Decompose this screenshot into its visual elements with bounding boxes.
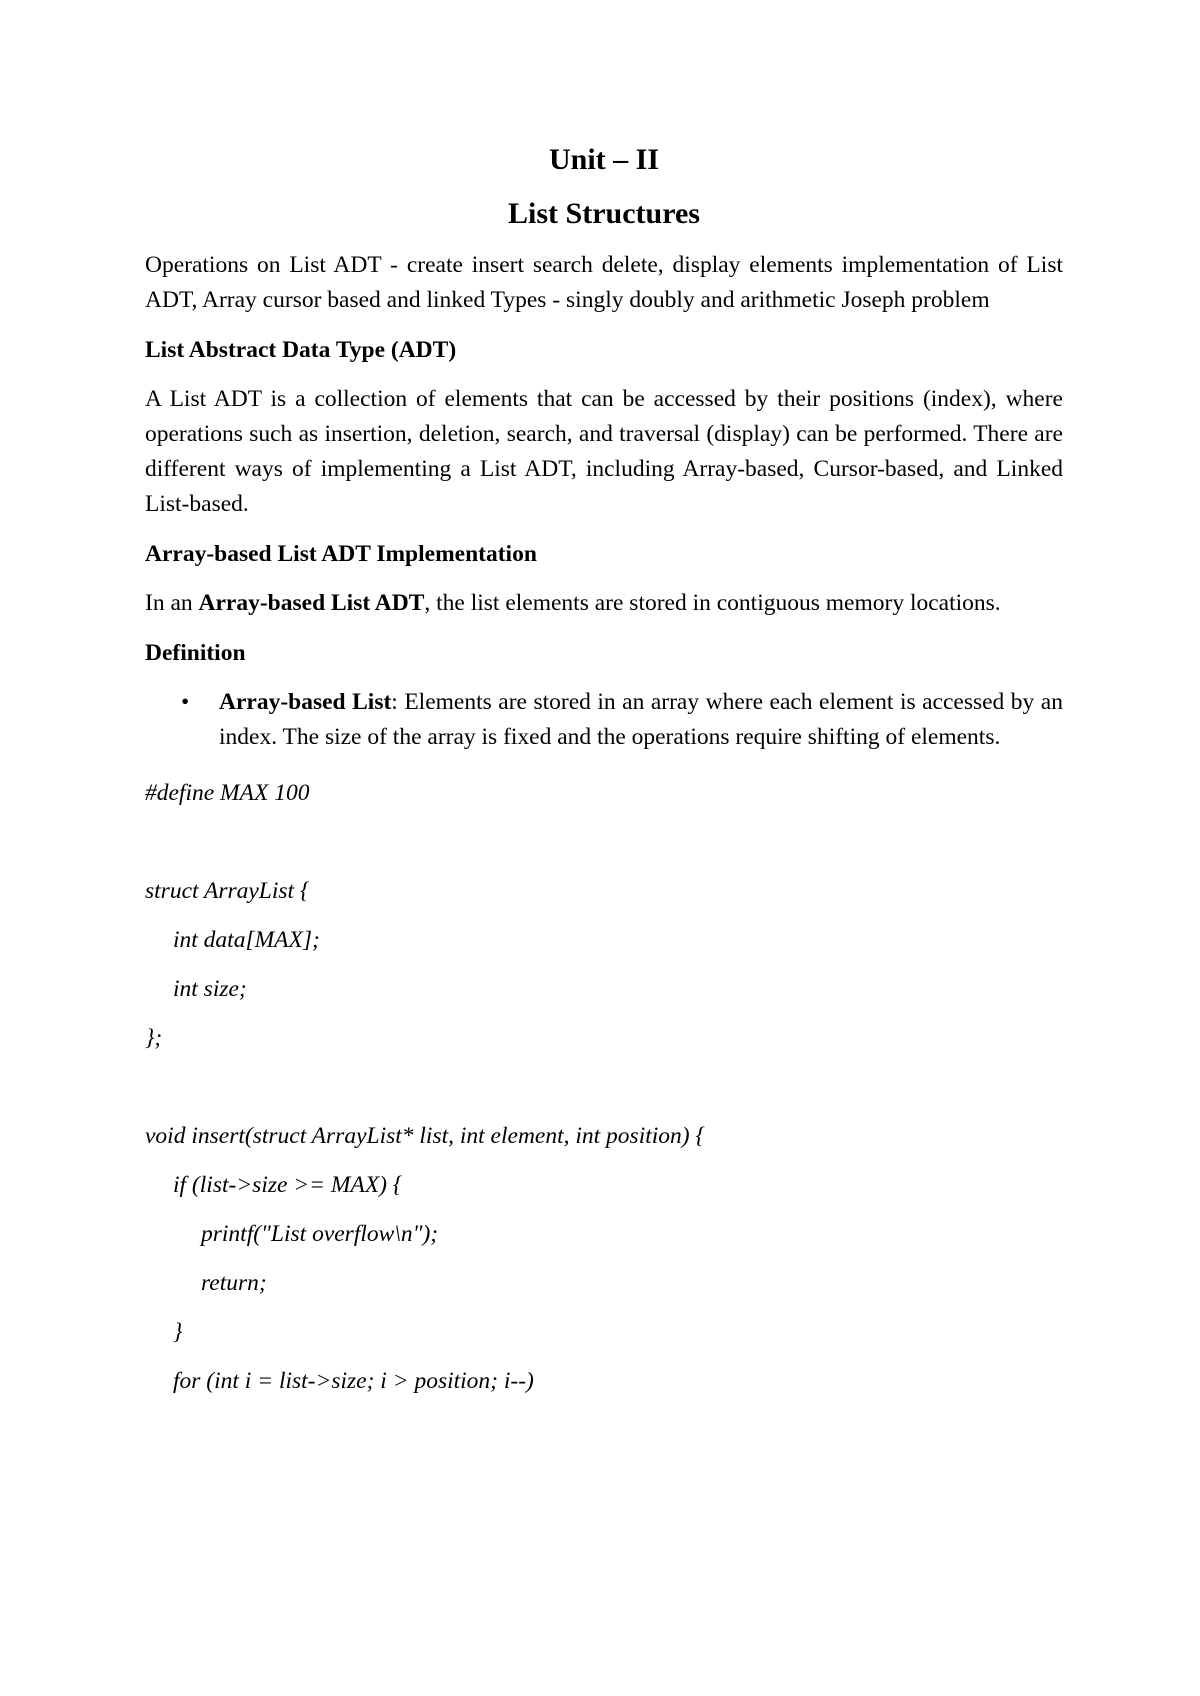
- code-line: if (list->size >= MAX) {: [173, 1172, 403, 1198]
- code-block: [145, 769, 1063, 1406]
- code-line-blank: [145, 818, 1063, 867]
- code-line: struct ArrayList {: [145, 878, 310, 904]
- code-line: for (int i = list->size; i > position; i--): [173, 1368, 534, 1394]
- definition-term: Array-based List: [219, 689, 392, 715]
- definition-bullet-item: [145, 685, 1063, 755]
- document-content: [145, 140, 1063, 1406]
- definition-list: [145, 685, 1063, 755]
- intro-paragraph: Operations on List ADT - create insert search delete, display elements implementation of List ADT, Array cursor based and linked Types - singly doubly and arithmetic Joseph problem: [145, 252, 1063, 313]
- code-line: int data[MAX];: [173, 927, 320, 953]
- code-line: void insert(struct ArrayList* list, int element, int position) {: [145, 1123, 705, 1149]
- adt-paragraph: A List ADT is a collection of elements that can be accessed by their positions (index), where operations such as insertion, deletion, search, and traversal (display) can be performed. There are different ways of implementing a List ADT, including Array-based, Cursor-based, and Linked List-based.: [145, 386, 1063, 517]
- code-line: #define MAX 100: [145, 780, 310, 806]
- adt-heading: List Abstract Data Type (ADT): [145, 337, 457, 363]
- definition-text: : Elements are stored in an array where each element is accessed by an index. The size of the array is fixed and the operations require shifting of elements.: [219, 689, 1063, 750]
- array-impl-paragraph: [145, 586, 1063, 621]
- array-impl-bold-term: Array-based List ADT: [198, 590, 425, 616]
- definition-heading: Definition: [145, 640, 246, 666]
- bullet-icon: •: [181, 689, 190, 715]
- code-line: printf("List overflow\n");: [201, 1221, 439, 1247]
- unit-heading: Unit – II: [548, 143, 660, 176]
- code-line: return;: [201, 1270, 267, 1296]
- array-impl-suffix: , the list elements are stored in contiguous memory locations.: [424, 590, 1001, 616]
- code-line-blank: [145, 1063, 1063, 1112]
- page-title: List Structures: [508, 197, 700, 230]
- array-impl-prefix: In an: [145, 590, 199, 616]
- code-line: };: [145, 1025, 163, 1051]
- array-impl-heading: Array-based List ADT Implementation: [145, 541, 537, 567]
- code-line: int size;: [173, 976, 247, 1002]
- code-line: }: [173, 1319, 183, 1345]
